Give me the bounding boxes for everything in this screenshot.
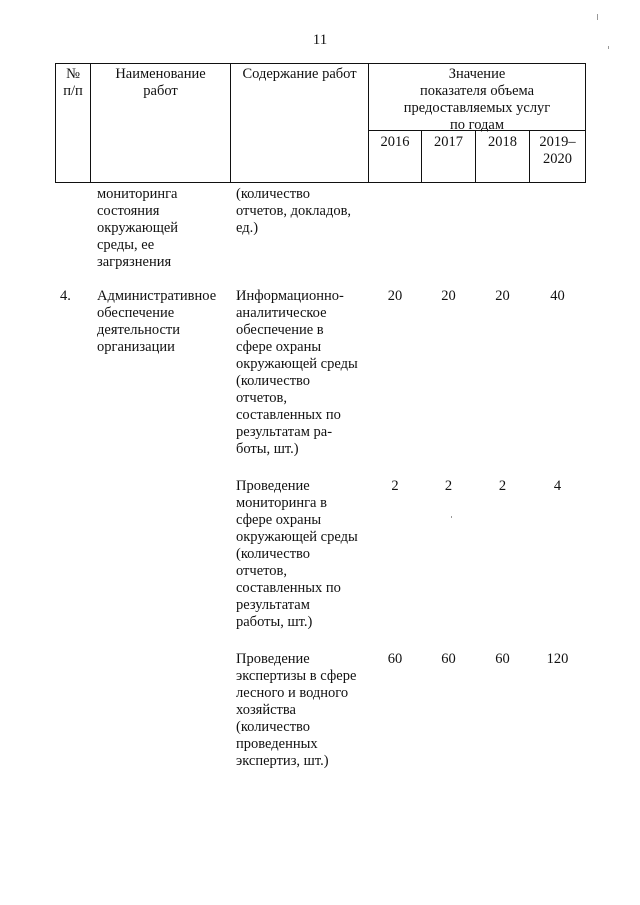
value-cell: 60 [441, 651, 456, 667]
row-content: Информационно- аналитическое обеспечение в сфере охраны окружающей среды (количество отчетов, составленных по результатам ра- боты, шт.) [236, 288, 358, 457]
scan-speck [451, 516, 452, 518]
value-cell: 2 [444, 478, 453, 494]
continuation-content: (количество отчетов, докладов, ед.) [236, 186, 352, 236]
scan-speck [597, 14, 598, 20]
value-cell: 2 [498, 478, 507, 494]
header-content: Содержание работ [242, 66, 357, 82]
header-value: Значение показателя объема предоставляемых услуг по годам [403, 66, 551, 133]
value-cell: 60 [495, 651, 510, 667]
header-num: № п/п [63, 66, 83, 99]
header-year: 2018 [488, 134, 517, 150]
page-number: 11 [312, 32, 328, 48]
value-cell: 20 [495, 288, 510, 304]
header-name: Наименование работ [115, 66, 206, 99]
row-number: 4. [60, 288, 71, 304]
header-bottom-border [55, 182, 586, 183]
header-top-border [55, 63, 586, 64]
header-year: 2019– 2020 [539, 134, 576, 167]
value-cell: 20 [387, 288, 403, 304]
header-year: 2017 [434, 134, 463, 150]
value-cell: 20 [441, 288, 456, 304]
scan-speck [608, 46, 609, 49]
value-cell: 120 [546, 651, 569, 667]
value-cell: 4 [553, 478, 562, 494]
value-cell: 60 [387, 651, 403, 667]
continuation-name: мониторинга состояния окружающей среды, ее загрязнения [97, 186, 179, 270]
value-cell: 40 [550, 288, 565, 304]
row-content: Проведение экспертизы в сфере лесного и водного хозяйства (количество проведенных экспертиз, шт.) [236, 651, 357, 769]
value-cell: 2 [391, 478, 399, 494]
header-year: 2016 [380, 134, 410, 150]
header-right-border [585, 63, 586, 183]
row-content: Проведение мониторинга в сфере охраны окружающей среды (количество отчетов, составленных по результатам работы, шт.) [236, 478, 358, 630]
row-name: Административное обеспечение деятельности организации [97, 288, 217, 355]
